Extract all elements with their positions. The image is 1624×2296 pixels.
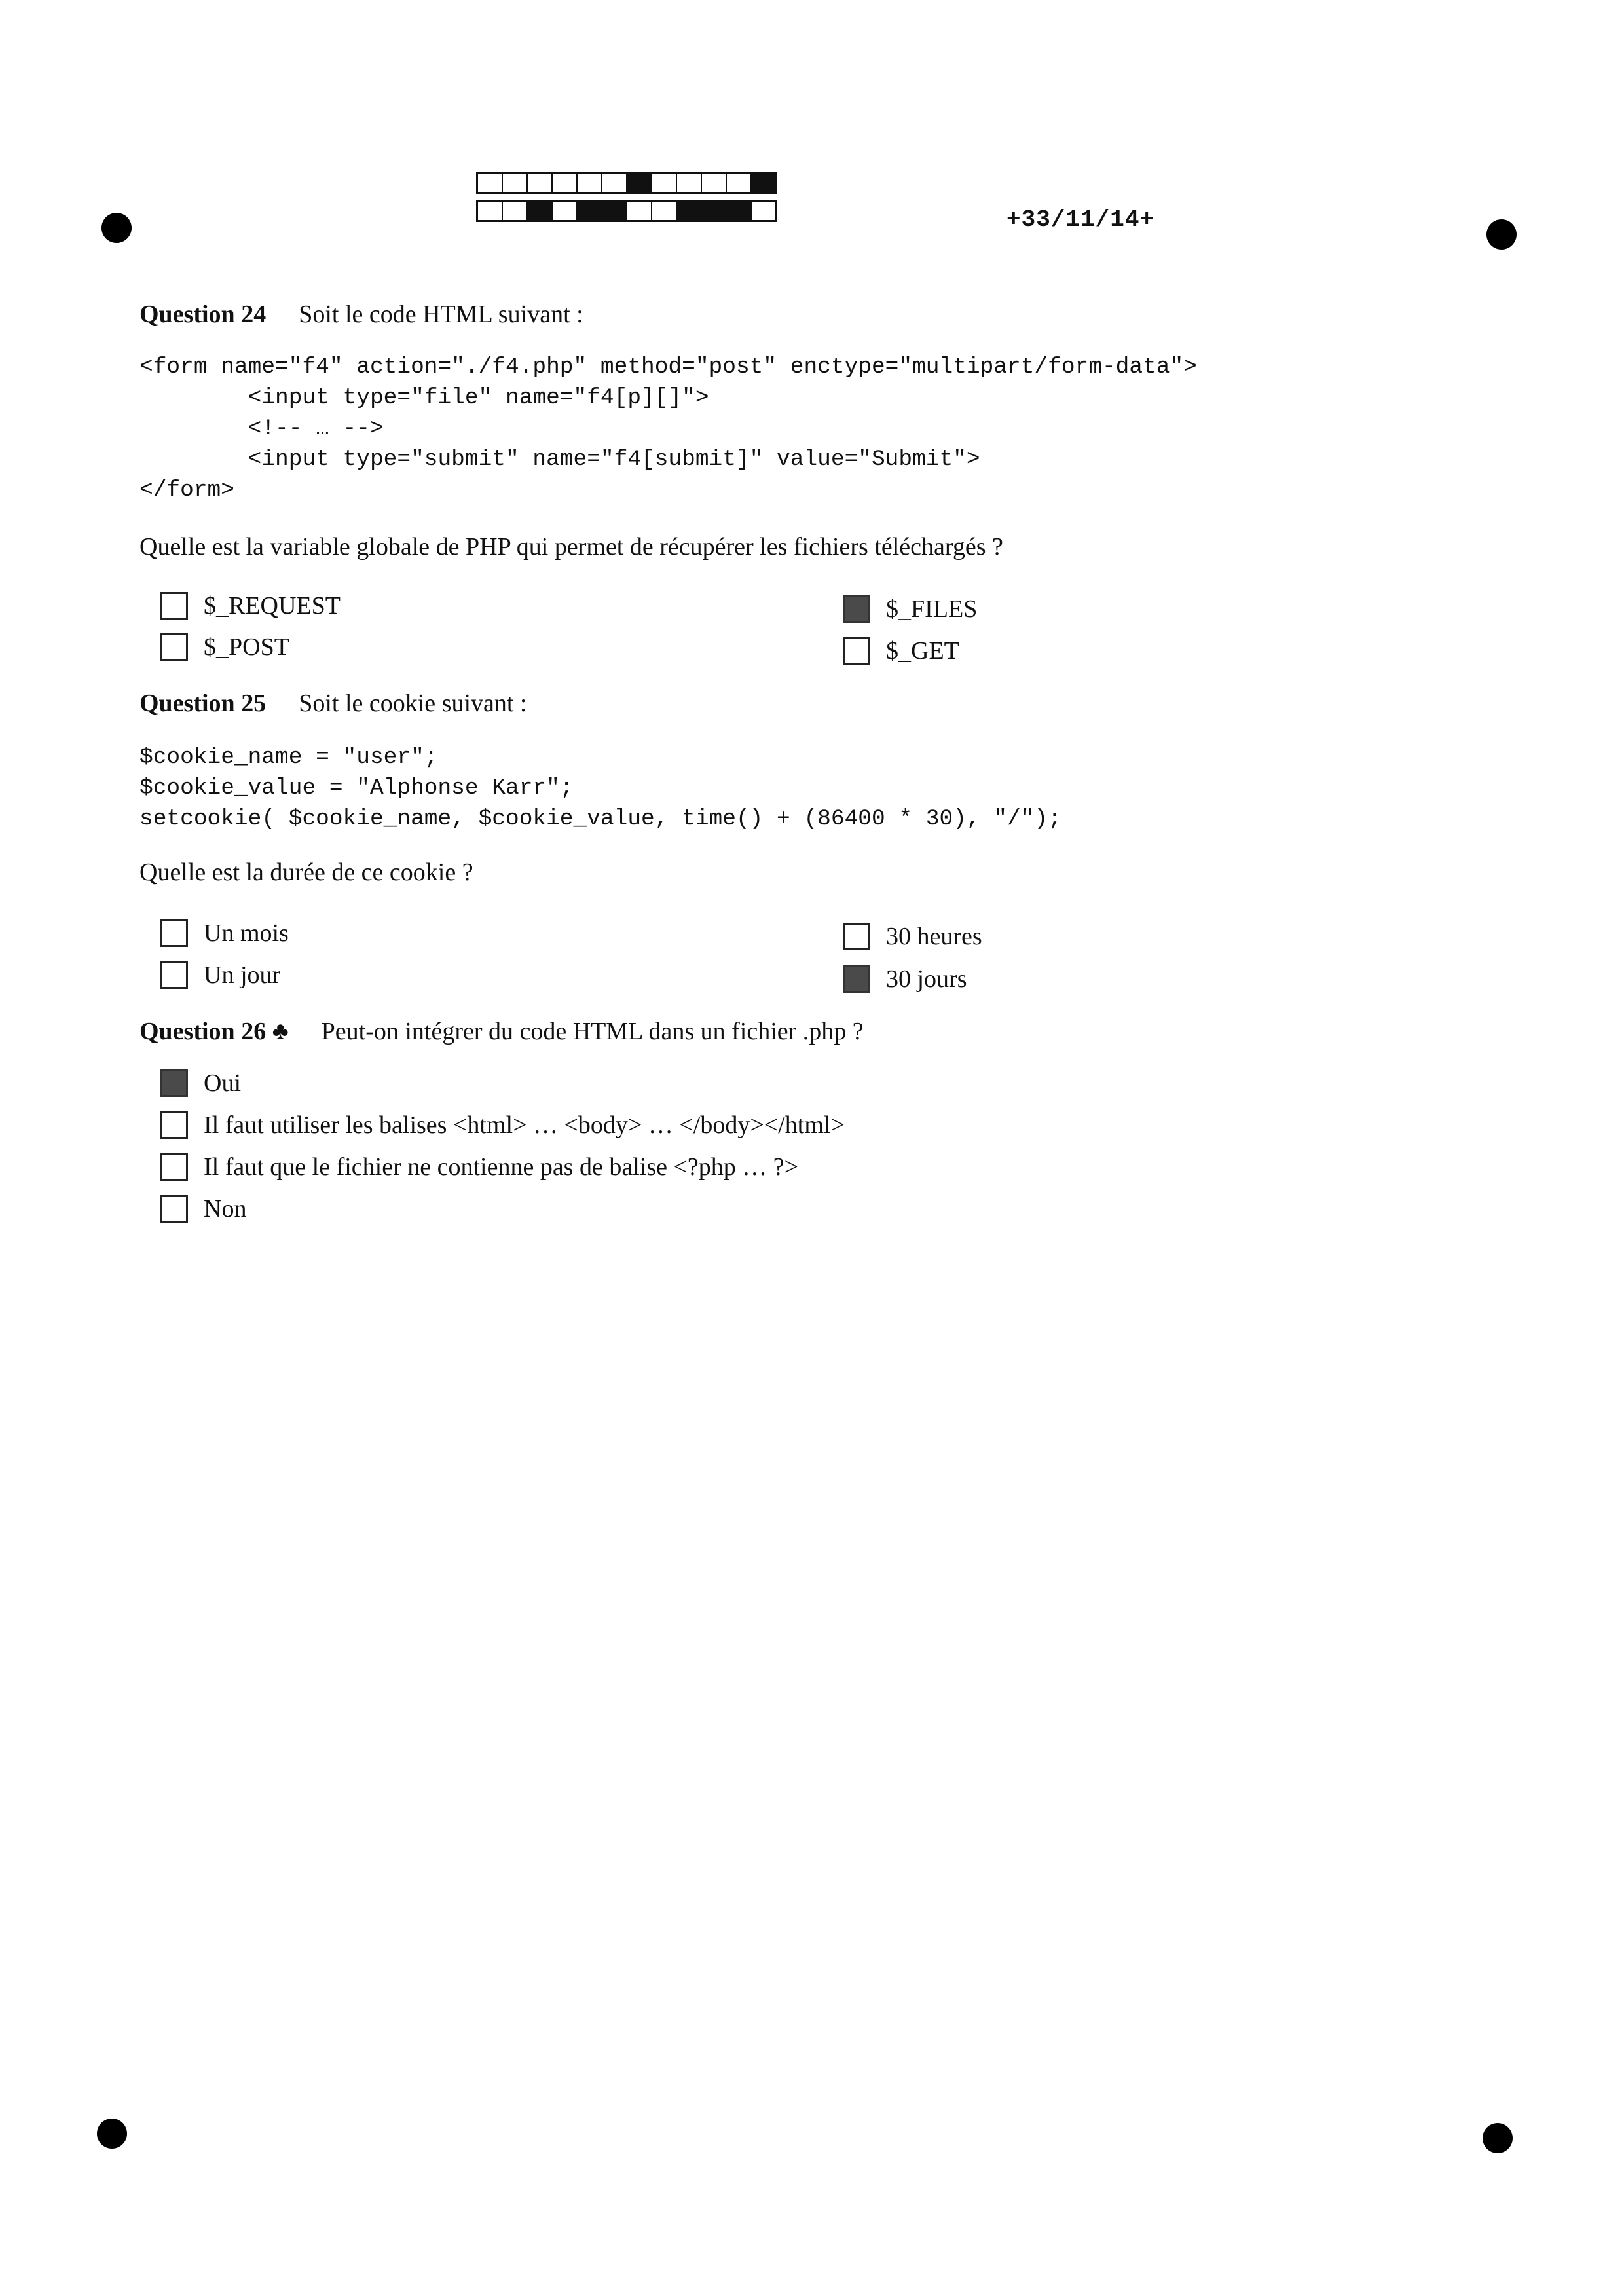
barcode-cell	[652, 202, 677, 220]
question-number: Question 26 ♣	[139, 1018, 289, 1045]
code-line: <form name="f4" action="./f4.php" method="post" enctype="multipart/form-data">	[139, 354, 1197, 380]
barcode-cell	[478, 174, 503, 192]
option-label: Un jour	[204, 961, 281, 989]
checkbox[interactable]	[160, 1069, 188, 1097]
barcode-cell	[627, 202, 652, 220]
option-label: Oui	[204, 1069, 241, 1097]
option-label: $_FILES	[886, 595, 978, 623]
option-label: $_GET	[886, 637, 959, 665]
option-label: Un mois	[204, 919, 289, 947]
barcode-cell	[677, 202, 702, 220]
checkbox[interactable]	[160, 1153, 188, 1181]
barcode-cell	[752, 202, 775, 220]
barcode-cell	[752, 174, 775, 192]
barcode-cell	[503, 174, 528, 192]
code-block-q25	[139, 742, 1061, 834]
q24-option-post[interactable]	[160, 633, 289, 661]
question-text: Soit le cookie suivant :	[299, 690, 527, 717]
checkbox[interactable]	[160, 1111, 188, 1139]
question-26-header	[139, 1017, 864, 1046]
checkbox[interactable]	[843, 595, 870, 623]
option-label: $_POST	[204, 633, 289, 661]
barcode-cell	[553, 174, 578, 192]
q26-option-oui[interactable]	[160, 1069, 241, 1098]
barcode-cell	[578, 174, 602, 192]
registration-mark-bottom-left	[97, 2119, 127, 2149]
q24-option-request[interactable]	[160, 591, 341, 620]
question-text: Soit le code HTML suivant :	[299, 301, 583, 328]
code-line: <input type="file" name="f4[p][]">	[139, 385, 709, 411]
checkbox[interactable]	[843, 637, 870, 665]
page-id: +33/11/14+	[1006, 206, 1155, 233]
question-number: Question 24	[139, 301, 267, 328]
barcode-row-2	[476, 200, 777, 222]
q25-option-30-jours[interactable]	[843, 965, 967, 993]
barcode-cell	[727, 202, 752, 220]
question-24-header	[139, 300, 583, 329]
code-line: </form>	[139, 477, 234, 503]
checkbox[interactable]	[160, 592, 188, 620]
barcode-cell	[478, 202, 503, 220]
checkbox[interactable]	[843, 923, 870, 950]
question-number: Question 25	[139, 690, 267, 717]
q25-option-un-mois[interactable]	[160, 919, 289, 948]
barcode-cell	[528, 202, 553, 220]
registration-mark-bottom-right	[1483, 2123, 1513, 2153]
code-block-q24	[139, 352, 1197, 506]
q25-option-30-heures[interactable]	[843, 922, 982, 951]
option-label: Il faut que le fichier ne contienne pas de balise <?php … ?>	[204, 1153, 799, 1181]
q24-option-files[interactable]	[843, 595, 977, 623]
barcode-cell	[702, 174, 727, 192]
code-line: setcookie( $cookie_name, $cookie_value, time() + (86400 * 30), "/");	[139, 806, 1061, 832]
barcode-cell	[627, 174, 652, 192]
checkbox[interactable]	[843, 965, 870, 993]
q26-option-sans-php[interactable]	[160, 1153, 798, 1181]
q26-option-balises[interactable]	[160, 1111, 845, 1139]
barcode-cell	[677, 174, 702, 192]
code-line: <!-- … -->	[139, 416, 384, 441]
checkbox[interactable]	[160, 1195, 188, 1223]
code-line: $cookie_name = "user";	[139, 745, 438, 770]
barcode-cell	[578, 202, 602, 220]
registration-mark-top-left	[101, 213, 132, 243]
barcode-cell	[702, 202, 727, 220]
option-label: 30 jours	[886, 965, 967, 993]
barcode-cell	[602, 202, 627, 220]
barcode-cell	[528, 174, 553, 192]
barcode-cell	[553, 202, 578, 220]
checkbox[interactable]	[160, 633, 188, 661]
barcode-cell	[503, 202, 528, 220]
q24-option-get[interactable]	[843, 637, 959, 665]
checkbox[interactable]	[160, 919, 188, 947]
question-24-prompt: Quelle est la variable globale de PHP qui permet de récupérer les fichiers téléchargés ?	[139, 533, 1003, 561]
question-25-prompt: Quelle est la durée de ce cookie ?	[139, 859, 473, 886]
q26-option-non[interactable]	[160, 1194, 246, 1223]
option-label: Il faut utiliser les balises <html> … <body> … </body></html>	[204, 1111, 845, 1139]
barcode-cell	[727, 174, 752, 192]
barcode-row-1	[476, 172, 777, 194]
option-label: Non	[204, 1195, 247, 1223]
code-line: <input type="submit" name="f4[submit]" value="Submit">	[139, 447, 980, 472]
registration-mark-top-right	[1486, 219, 1517, 250]
option-label: 30 heures	[886, 923, 982, 950]
code-line: $cookie_value = "Alphonse Karr";	[139, 775, 574, 801]
checkbox[interactable]	[160, 961, 188, 989]
question-25-header	[139, 689, 527, 718]
barcode-cell	[652, 174, 677, 192]
barcode-cell	[602, 174, 627, 192]
question-text: Peut-on intégrer du code HTML dans un fichier .php ?	[321, 1018, 864, 1045]
option-label: $_REQUEST	[204, 592, 341, 620]
q25-option-un-jour[interactable]	[160, 961, 280, 990]
